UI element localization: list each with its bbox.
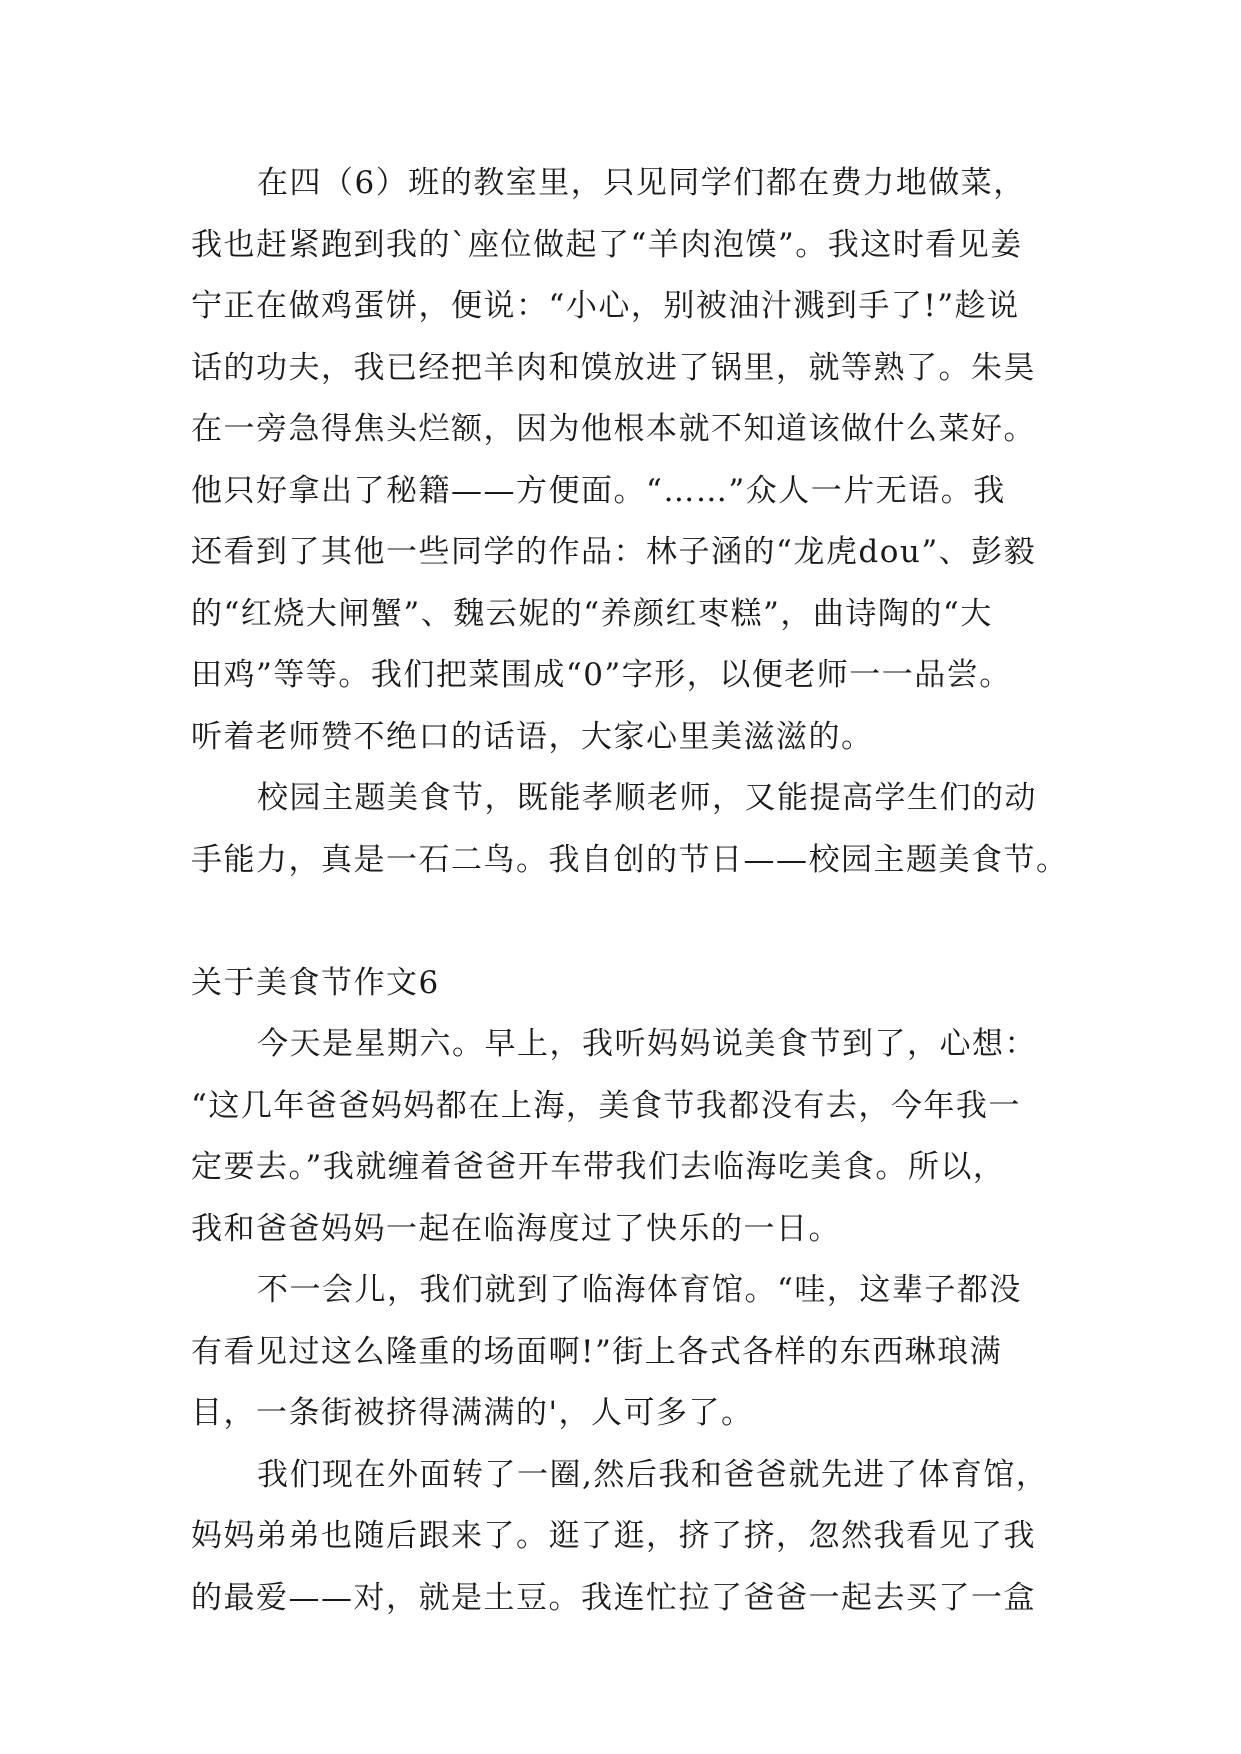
text-line: 田鸡”等等。我们把菜围成“0”字形，以便老师一一品尝。 — [191, 657, 1012, 693]
text-line: 妈妈弟弟也随后跟来了。逛了逛，挤了挤，忽然我看见了我 — [191, 1518, 1036, 1554]
text-line: 今天是星期六。早上，我听妈妈说美食节到了，心想： — [257, 1026, 1037, 1062]
text-line: 校园主题美食节，既能孝顺老师，又能提高学生们的动 — [257, 780, 1037, 816]
text-line: 我也赶紧跑到我的`座位做起了“羊肉泡馍”。我这时看见姜 — [191, 226, 1023, 263]
text-line: 在一旁急得焦头烂额，因为他根本就不知道该做什么菜好。 — [191, 411, 1036, 447]
text-line: 的“红烧大闸蟹”、魏云妮的“养颜红枣糕”，曲诗陶的“大 — [191, 595, 993, 632]
text-line: 手能力，真是一石二鸟。我自创的节日——校园主题美食节。 — [191, 841, 1069, 878]
text-line: 我和爸爸妈妈一起在临海度过了快乐的一日。 — [191, 1210, 841, 1247]
text-line: 的最爱——对，就是土豆。我连忙拉了爸爸一起去买了一盒 — [191, 1579, 1036, 1616]
text-line: 在四（6）班的教室里，只见同学们都在费力地做菜， — [257, 165, 1026, 201]
text-line: 他只好拿出了秘籍——方便面。“……”众人一片无语。我 — [191, 472, 1006, 509]
text-line: 宁正在做鸡蛋饼，便说：“小心，别被油汁溅到手了!”趁说 — [191, 288, 1020, 324]
text-line: 目，一条街被挤得满满的'，人可多了。 — [191, 1395, 754, 1431]
text-line: 定要去。”我就缠着爸爸开车带我们去临海吃美食。所以， — [191, 1149, 1006, 1185]
text-line: 还看到了其他一些同学的作品：林子涵的“龙虎dou”、彭毅 — [191, 534, 1037, 570]
text-line: 我们现在外面转了一圈,然后我和爸爸就先进了体育馆， — [257, 1456, 1049, 1493]
text-line: 听着老师赞不绝口的话语，大家心里美滋滋的。 — [191, 718, 874, 755]
section-heading: 关于美食节作文6 — [191, 964, 440, 1001]
text-line: “这几年爸爸妈妈都在上海，美食节我都没有去，今年我一 — [191, 1087, 1021, 1124]
paragraph-gap — [191, 891, 1071, 953]
text-line: 有看见过这么隆重的场面啊!”街上各式各样的东西琳琅满 — [191, 1333, 1003, 1370]
text-line: 话的功夫，我已经把羊肉和馍放进了锅里，就等熟了。朱昊 — [191, 349, 1036, 386]
document-body — [191, 153, 1071, 1629]
text-line: 不一会儿，我们就到了临海体育馆。“哇，这辈子都没 — [257, 1272, 1022, 1308]
